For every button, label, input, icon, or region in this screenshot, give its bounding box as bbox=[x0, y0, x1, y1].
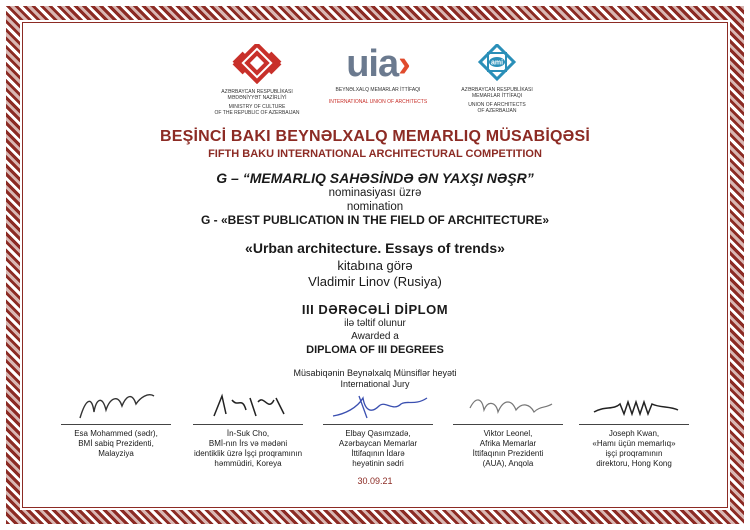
uia-logo bbox=[318, 44, 438, 105]
jury-heading-en: International Jury bbox=[340, 379, 410, 389]
signatory-4-name: Viktor Leonel, bbox=[483, 429, 533, 438]
competition-title-az: BEŞİNCİ BAKI BEYNƏLXALQ MEMARLIQ MÜSABİQƏSİ bbox=[159, 128, 591, 145]
signature-4-icon bbox=[458, 388, 558, 422]
book-subtitle: kitabına görə bbox=[337, 258, 413, 273]
signatory-2-line2: BMİ-nın İrs və mədəni bbox=[208, 439, 288, 448]
book-title: «Urban architecture. Essays of trends» bbox=[245, 240, 505, 256]
nomination-subtitle-en: nomination bbox=[346, 201, 404, 213]
uia-wordmark-text: uia bbox=[346, 43, 399, 85]
uia-logo-line-2: INTERNATIONAL UNION OF ARCHITECTS bbox=[328, 99, 428, 105]
signatory-4-line3: İttifaqının Prezidenti bbox=[472, 449, 544, 458]
diploma-degree-en: DIPLOMA OF III DEGREES bbox=[306, 344, 444, 356]
culture-logo-line-2: MƏDƏNİYYƏT NAZİRLİYİ bbox=[227, 95, 287, 101]
signature-line-3 bbox=[323, 424, 433, 425]
signatory-1 bbox=[56, 388, 176, 459]
signatory-2-line4: həmmüdiri, Koreya bbox=[214, 459, 282, 468]
signatory-5-line4: direktoru, Hong Kong bbox=[596, 459, 672, 468]
signatory-2-line3: identiklik üzrə İşçi proqramının bbox=[193, 449, 303, 458]
diploma-degree-az: III DƏRƏCƏLİ DİPLOM bbox=[301, 302, 449, 317]
ministry-knot-icon bbox=[230, 44, 284, 84]
book-author: Vladimir Linov (Rusiya) bbox=[308, 274, 442, 289]
signature-1-icon bbox=[66, 388, 166, 422]
signatory-4 bbox=[448, 388, 568, 469]
uaa-logo-line-3: UNION OF ARCHITECTS bbox=[468, 102, 526, 108]
uaa-logo-line-2: MEMARLAR İTTİFAQI bbox=[471, 93, 522, 99]
signatory-2 bbox=[188, 388, 308, 469]
signatory-3-line4: heyətinin sədri bbox=[352, 459, 404, 468]
competition-title-en: FIFTH BAKU INTERNATIONAL ARCHITECTURAL COMPETITION bbox=[208, 148, 542, 160]
signatory-3-line2: Azərbaycan Memarlar bbox=[338, 439, 418, 448]
jury-heading-az: Müsabiqənin Beynəlxalq Münsiflər heyəti bbox=[293, 368, 457, 378]
signatory-2-name: İn-Suk Cho, bbox=[226, 429, 270, 438]
ami-badge-icon bbox=[477, 44, 517, 82]
signature-line-1 bbox=[61, 424, 171, 425]
signature-line-2 bbox=[193, 424, 303, 425]
signature-5-icon bbox=[584, 388, 684, 422]
uia-logo-line-1: BEYNƏLXALQ MEMARLAR İTTİFAQI bbox=[335, 87, 421, 93]
union-of-architects-logo bbox=[452, 44, 542, 114]
signatory-5-name: Joseph Kwan, bbox=[608, 429, 660, 438]
signature-3-icon bbox=[323, 388, 433, 422]
certificate-date: 30.09.21 bbox=[357, 476, 393, 486]
svg-text:ami: ami bbox=[490, 59, 504, 67]
signatory-4-line4: (AUA), Anqola bbox=[482, 459, 534, 468]
uaa-logo-line-1: AZƏRBAYCAN RESPUBLİKASI bbox=[461, 87, 533, 93]
uia-arrow-icon: › bbox=[398, 43, 410, 85]
nomination-title-az: G – “MEMARLIQ SAHƏSİNDƏ ƏN YAXŞI NƏŞR” bbox=[216, 170, 534, 186]
nomination-title-en: G - «BEST PUBLICATION IN THE FIELD OF ARCHITECTURE» bbox=[200, 213, 549, 227]
nomination-subtitle-az: nominasiyası üzrə bbox=[328, 187, 422, 199]
awarded-text-en: Awarded a bbox=[351, 331, 399, 342]
culture-logo-line-3: MINISTRY OF CULTURE bbox=[228, 104, 286, 110]
signatory-5-line3: işçi proqramının bbox=[605, 449, 663, 458]
culture-logo-line-4: OF THE REPUBLIC OF AZERBAIJAN bbox=[214, 110, 300, 116]
signatory-1-name: Esa Mohammed (sədr), bbox=[74, 429, 158, 438]
signatory-3-name: Elbay Qasımzadə, bbox=[345, 429, 411, 438]
signatory-3 bbox=[318, 388, 438, 469]
signatory-1-line3: Malayziya bbox=[98, 449, 134, 458]
signature-2-icon bbox=[198, 388, 298, 422]
uaa-logo-line-4: OF AZERBAIJAN bbox=[477, 108, 517, 114]
ministry-of-culture-logo bbox=[212, 44, 302, 116]
signature-line-4 bbox=[453, 424, 563, 425]
awarded-text-az: ilə təltif olunur bbox=[344, 318, 406, 329]
signatory-3-line3: İttifaqının İdarə bbox=[351, 449, 405, 458]
signature-line-5 bbox=[579, 424, 689, 425]
uia-wordmark bbox=[318, 44, 438, 84]
culture-logo-line-1: AZƏRBAYCAN RESPUBLİKASI bbox=[221, 89, 293, 95]
signatory-4-line2: Afrika Memarlar bbox=[479, 439, 537, 448]
signatory-1-line2: BMİ sabiq Prezidenti, bbox=[78, 439, 154, 448]
signatory-5-line2: «Hamı üçün memarlıq» bbox=[592, 439, 676, 448]
signatory-5 bbox=[574, 388, 694, 469]
